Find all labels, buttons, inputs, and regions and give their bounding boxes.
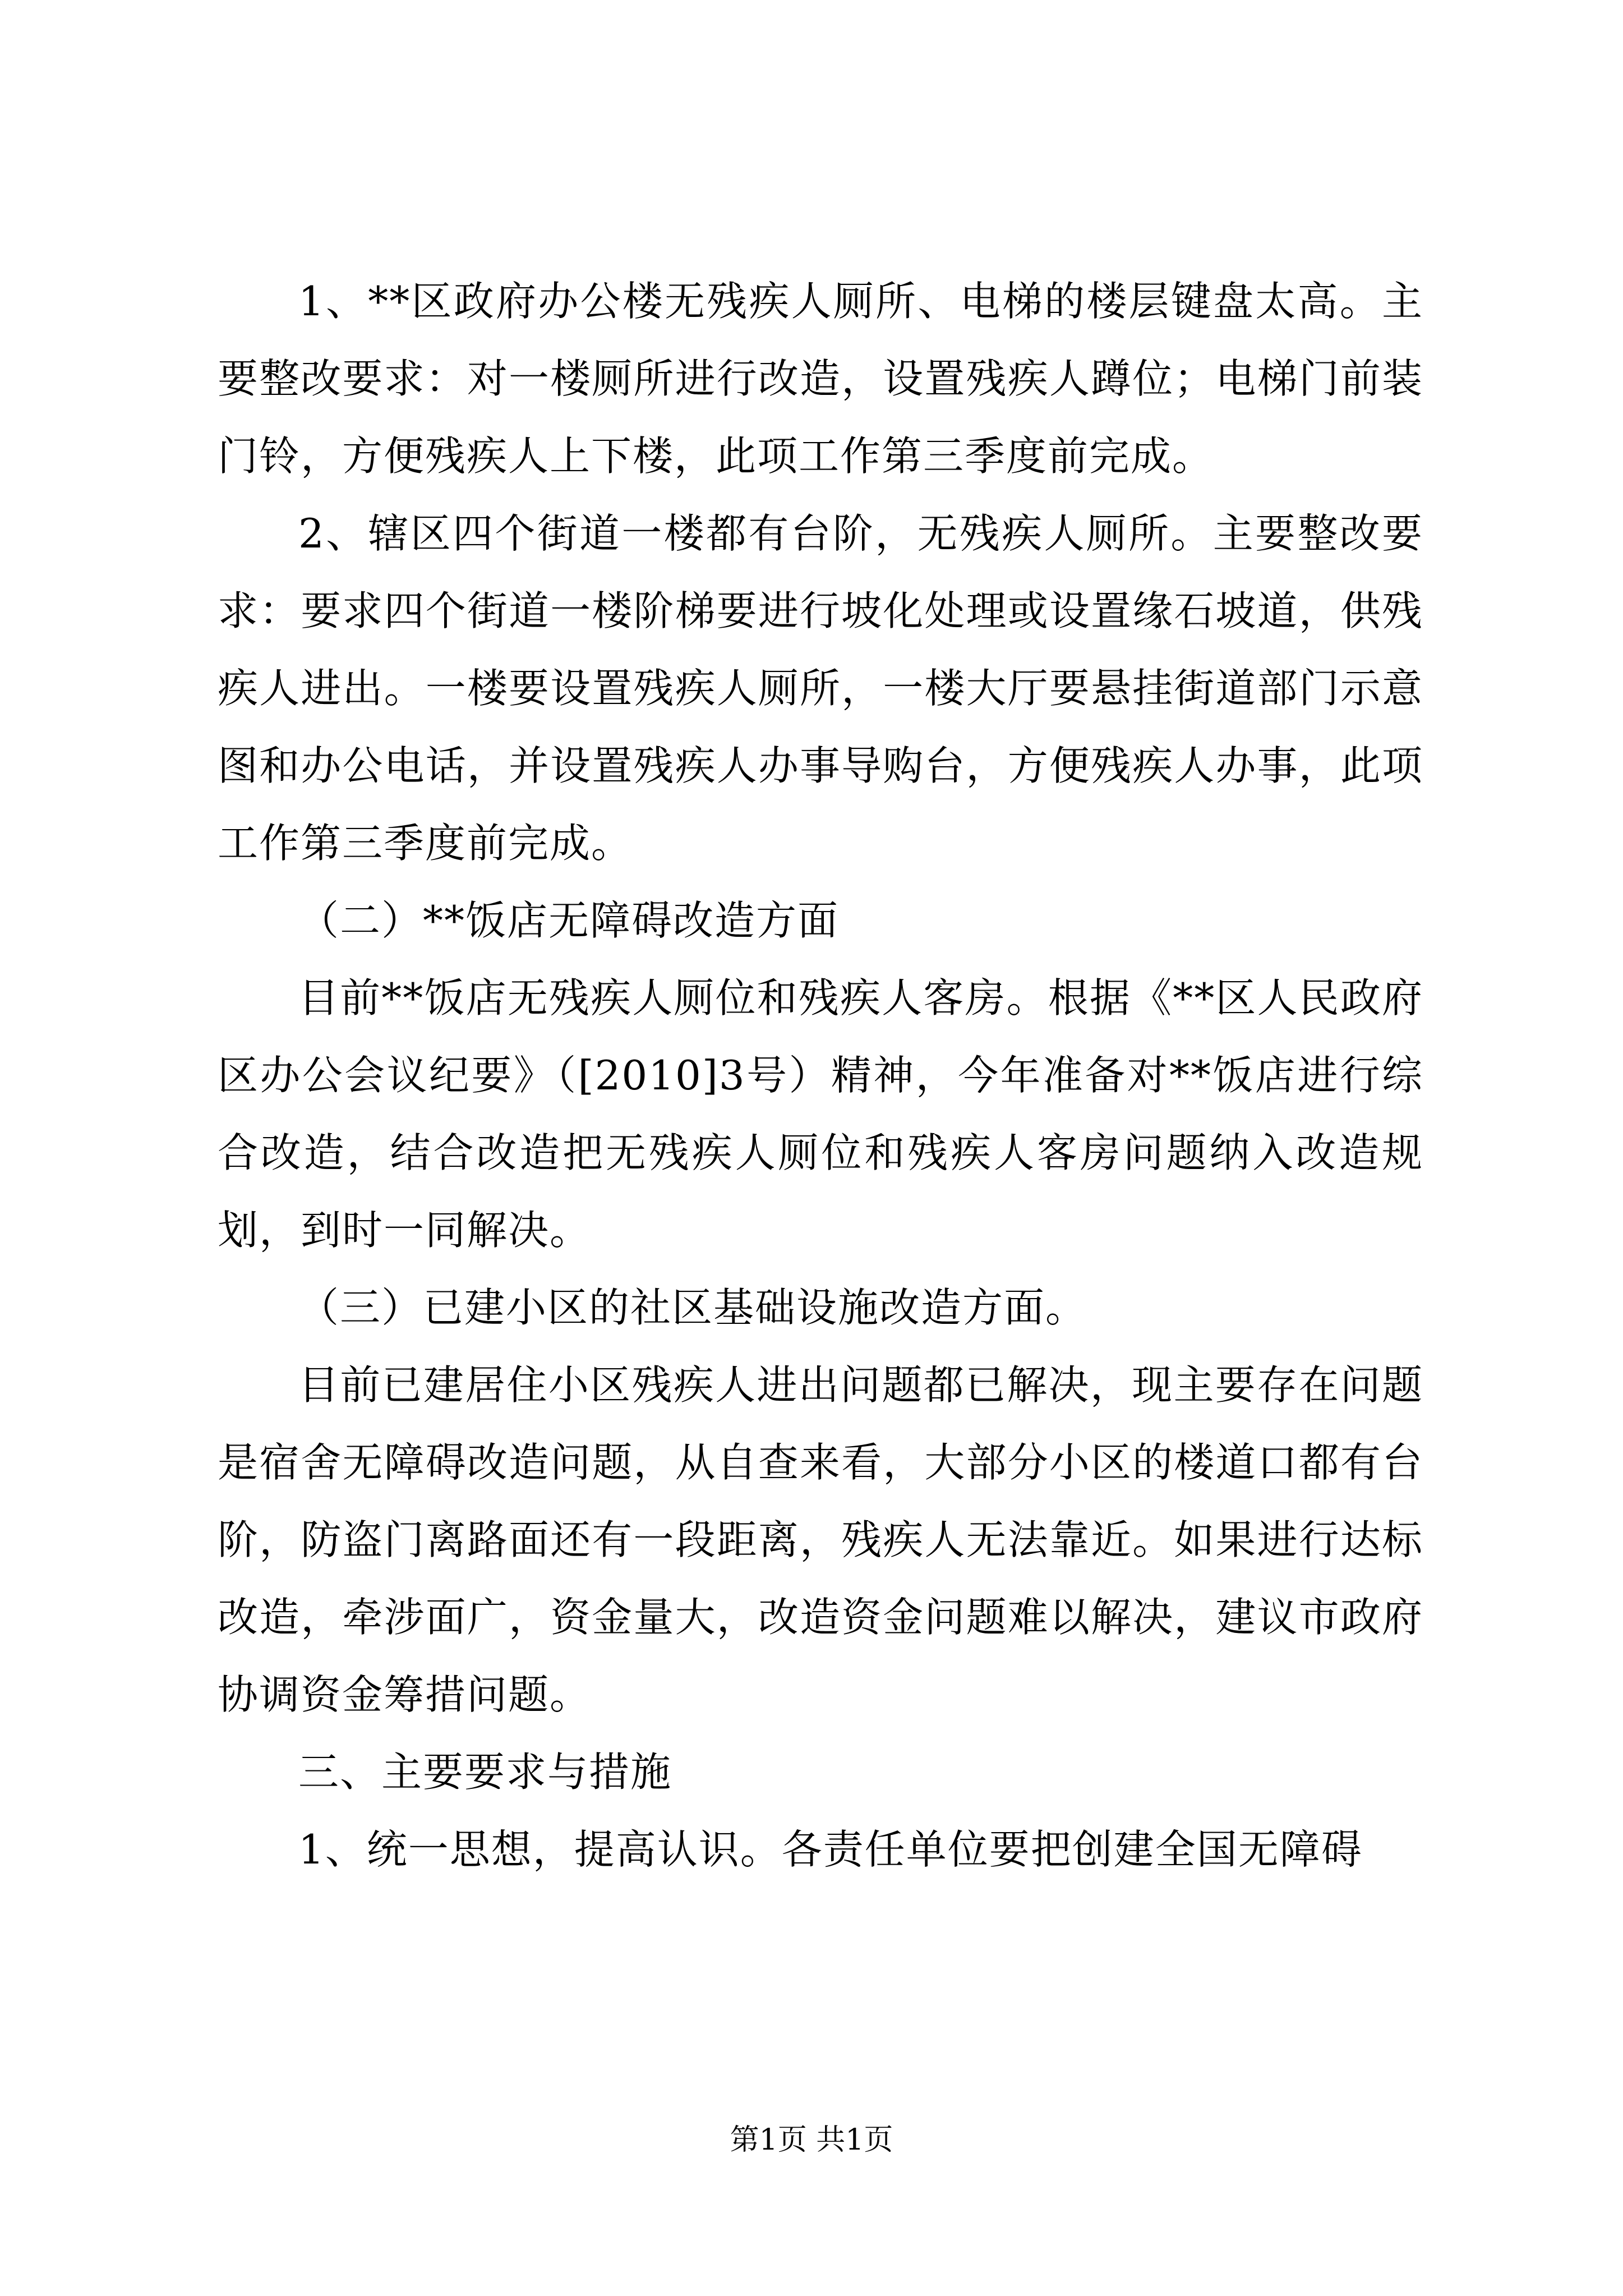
document-body	[218, 263, 1423, 1888]
paragraph-hotel-renovation: 目前**饭店无残疾人厕位和残疾人客房。根据《**区人民政府区办公会议纪要》（[2010]3号）精神，今年准备对**饭店进行综合改造，结合改造把无残疾人厕位和残疾人客房问题纳入改造规划，到时一同解决。	[218, 974, 1423, 1254]
paragraph-community-renovation: 目前已建居住小区残疾人进出问题都已解决，现主要存在问题是宿舍无障碍改造问题，从自查来看，大部分小区的楼道口都有台阶，防盗门离路面还有一段距离，残疾人无法靠近。如果进行达标改造，牵涉面广，资金量大，改造资金问题难以解决，建议市政府协调资金筹措问题。	[218, 1361, 1423, 1718]
section-heading-hotel: （二）**饭店无障碍改造方面	[298, 897, 840, 944]
paragraph-item-2-street-offices: 2、辖区四个街道一楼都有台阶，无残疾人厕所。主要整改要求：要求四个街道一楼阶梯要进行坡化处理或设置缘石坡道，供残疾人进出。一楼要设置残疾人厕所，一楼大厅要悬挂街道部门示意图和办公电话，并设置残疾人办事导购台，方便残疾人办事，此项工作第三季度前完成。	[218, 510, 1423, 867]
paragraph-requirement-1: 1、统一思想，提高认识。各责任单位要把创建全国无障碍	[298, 1826, 1363, 1873]
section-heading-requirements: 三、主要要求与措施	[298, 1749, 672, 1796]
paragraph-item-1-district-office: 1、**区政府办公楼无残疾人厕所、电梯的楼层键盘太高。主要整改要求：对一楼厕所进行改造，设置残疾人蹲位；电梯门前装门铃，方便残疾人上下楼，此项工作第三季度前完成。	[218, 278, 1423, 480]
page-footer: 第1页 共1页	[730, 2123, 893, 2157]
section-heading-community: （三）已建小区的社区基础设施改造方面。	[298, 1284, 1087, 1331]
